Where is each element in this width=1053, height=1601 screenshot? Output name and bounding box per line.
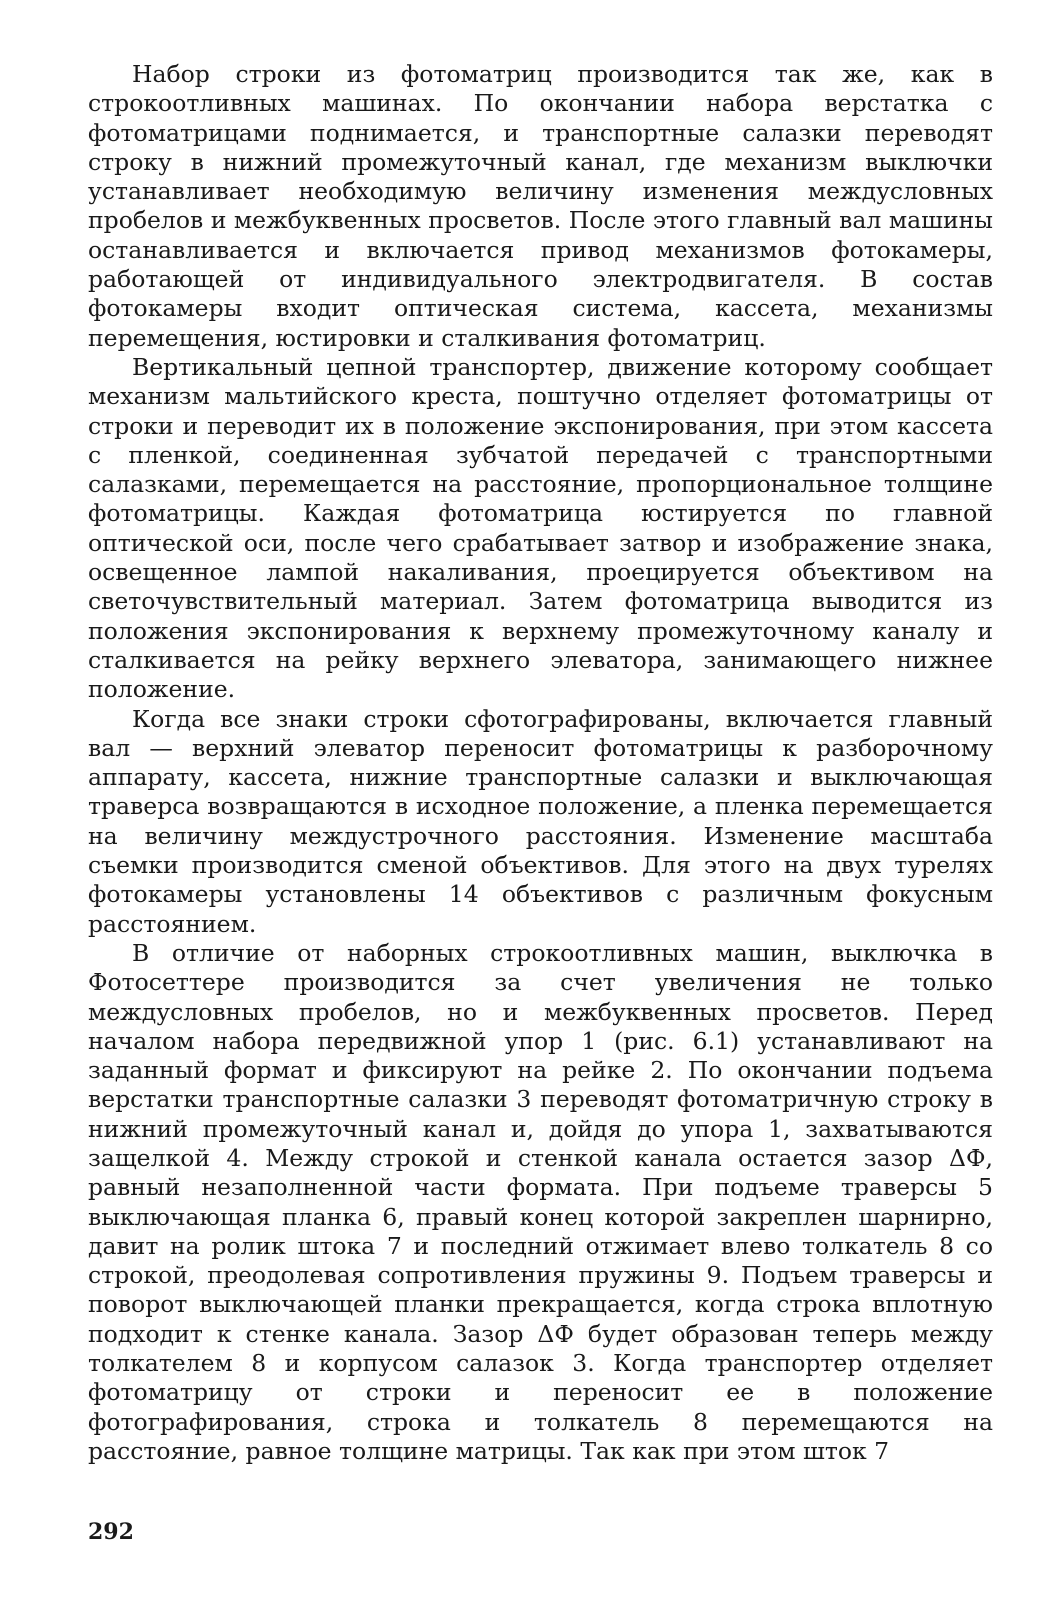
- paragraph-4: В отличие от наборных строкоотливных машин, выключка в Фотосеттере производится за счет увеличения не только междусловных пробелов, но и межбуквенных просветов. Перед началом набора передвижной упор 1 (рис. 6.1) устанавливают на заданный формат и фиксируют на рейке 2. По окончании подъема верстатки транспортные салазки 3 переводят фотоматричную строку в нижний промежуточный канал и, дойдя до упора 1, захватываются защелкой 4. Между строкой и стенкой канала остается зазор ΔФ, равный незаполненной части формата. При подъеме траверсы 5 выключающая планка 6, правый конец которой закреплен шарнирно, давит на ролик штока 7 и последний отжимает влево толкатель 8 со строкой, преодолевая сопротивления пружины 9. Подъем траверсы и поворот выключающей планки прекращается, когда строка вплотную подходит к стенке канала. Зазор ΔФ будет образован теперь между толкателем 8 и корпусом салазок 3. Когда транспортер отделяет фотоматрицу от строки и переносит ее в положение фотографирования, строка и толкатель 8 перемещаются на расстояние, равное толщине матрицы. Так как при этом шток 7: [88, 938, 993, 1465]
- paragraph-3: Когда все знаки строки сфотографированы, включается главный вал — верхний элеватор переносит фотоматрицы к разборочному аппарату, кассета, нижние транспортные салазки и выключающая траверса возвращаются в исходное положение, а пленка перемещается на величину междустрочного расстояния. Изменение масштаба съемки производится сменой объективов. Для этого на двух турелях фотокамеры установлены 14 объективов с различным фокусным расстоянием.: [88, 704, 993, 938]
- body-text: [88, 60, 993, 1466]
- paragraph-2: Вертикальный цепной транспортер, движение которому сообщает механизм мальтийского креста, поштучно отделяет фотоматрицы от строки и переводит их в положение экспонирования, при этом кассета с пленкой, соединенная зубчатой передачей с транспортными салазками, перемещается на расстояние, пропорциональное толщине фотоматрицы. Каждая фотоматрица юстируется по главной оптической оси, после чего срабатывает затвор и изображение знака, освещенное лампой накаливания, проецируется объективом на светочувствительный материал. Затем фотоматрица выводится из положения экспонирования к верхнему промежуточному каналу и сталкивается на рейку верхнего элеватора, занимающего нижнее положение.: [88, 352, 993, 704]
- page-number: 292: [88, 1519, 134, 1545]
- paragraph-1: Набор строки из фотоматриц производится так же, как в строкоотливных машинах. По окончании набора верстатка с фотоматрицами поднимается, и транспортные салазки переводят строку в нижний промежуточный канал, где механизм выключки устанавливает необходимую величину изменения междусловных пробелов и межбуквенных просветов. После этого главный вал машины останавливается и включается привод механизмов фотокамеры, работающей от индивидуального электродвигателя. В состав фотокамеры входит оптическая система, кассета, механизмы перемещения, юстировки и сталкивания фотоматриц.: [88, 60, 993, 352]
